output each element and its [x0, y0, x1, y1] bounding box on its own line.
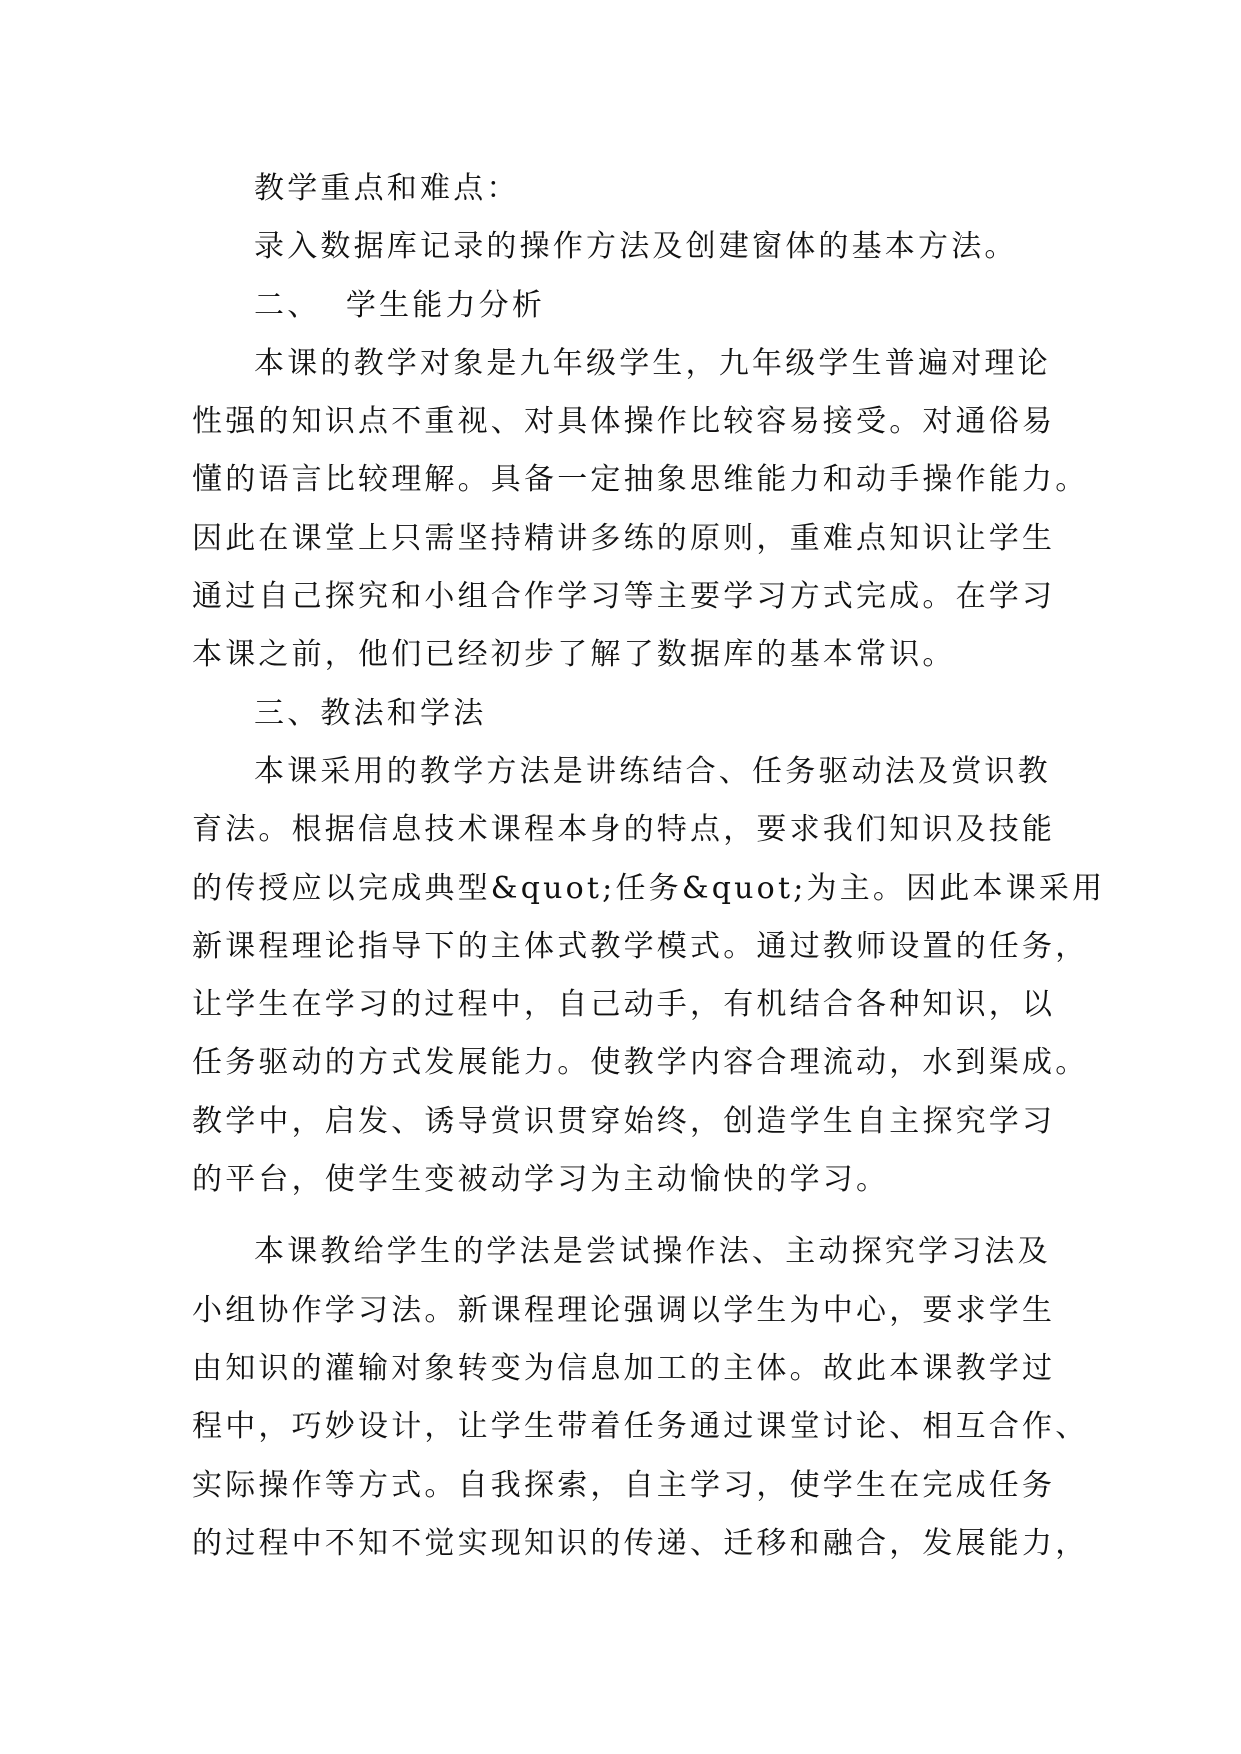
document-body — [192, 160, 1106, 1573]
paragraph-line: 本课教给学生的学法是尝试操作法、主动探究学习法及 — [254, 1234, 1051, 1270]
heading-methods: 三、教法和学法 — [254, 695, 487, 731]
heading-student-analysis: 二、 学生能力分析 — [254, 287, 546, 323]
paragraph-line: 懂的语言比较理解。具备一定抽象思维能力和动手操作能力。 — [192, 462, 1089, 498]
heading-key-points: 教学重点和难点： — [254, 171, 520, 206]
paragraph-line: 实际操作等方式。自我探索，自主学习，使学生在完成任务 — [192, 1467, 1056, 1503]
paragraph-line: 程中，巧妙设计，让学生带着任务通过课堂讨论、相互合作、 — [192, 1409, 1089, 1445]
paragraph-gap — [192, 1209, 1062, 1223]
paragraph-line: 性强的知识点不重视、对具体操作比较容易接受。对通俗易 — [192, 404, 1056, 440]
paragraph-line: 通过自己探究和小组合作学习等主要学习方式完成。在学习 — [192, 579, 1056, 615]
paragraph-line: 小组协作学习法。新课程理论强调以学生为中心，要求学生 — [192, 1292, 1056, 1328]
paragraph-line: 录入数据库记录的操作方法及创建窗体的基本方法。 — [254, 229, 1018, 265]
paragraph-line: 育法。根据信息技术课程本身的特点，要求我们知识及技能 — [192, 812, 1056, 848]
paragraph-line: 本课采用的教学方法是讲练结合、任务驱动法及赏识教 — [254, 753, 1051, 789]
paragraph-line: 的平台，使学生变被动学习为主动愉快的学习。 — [192, 1162, 890, 1198]
paragraph-line: 由知识的灌输对象转变为信息加工的主体。故此本课教学过 — [192, 1350, 1056, 1386]
paragraph-line: 新课程理论指导下的主体式教学模式。通过教师设置的任务， — [192, 928, 1089, 964]
paragraph-line: 的过程中不知不觉实现知识的传递、迁移和融合，发展能力， — [192, 1525, 1089, 1561]
paragraph-line: 教学中，启发、诱导赏识贯穿始终，创造学生自主探究学习 — [192, 1103, 1056, 1139]
paragraph-line: 因此在课堂上只需坚持精讲多练的原则，重难点知识让学生 — [192, 520, 1056, 556]
paragraph-line: 本课之前，他们已经初步了解了数据库的基本常识。 — [192, 637, 956, 673]
paragraph-line: 本课的教学对象是九年级学生，九年级学生普遍对理论 — [254, 345, 1051, 381]
paragraph-line: 任务驱动的方式发展能力。使教学内容合理流动，水到渠成。 — [192, 1045, 1089, 1081]
paragraph-line: 的传授应以完成典型&quot;任务&quot;为主。因此本课采用 — [192, 870, 1106, 906]
paragraph-line: 让学生在学习的过程中，自己动手，有机结合各种知识，以 — [192, 987, 1056, 1023]
